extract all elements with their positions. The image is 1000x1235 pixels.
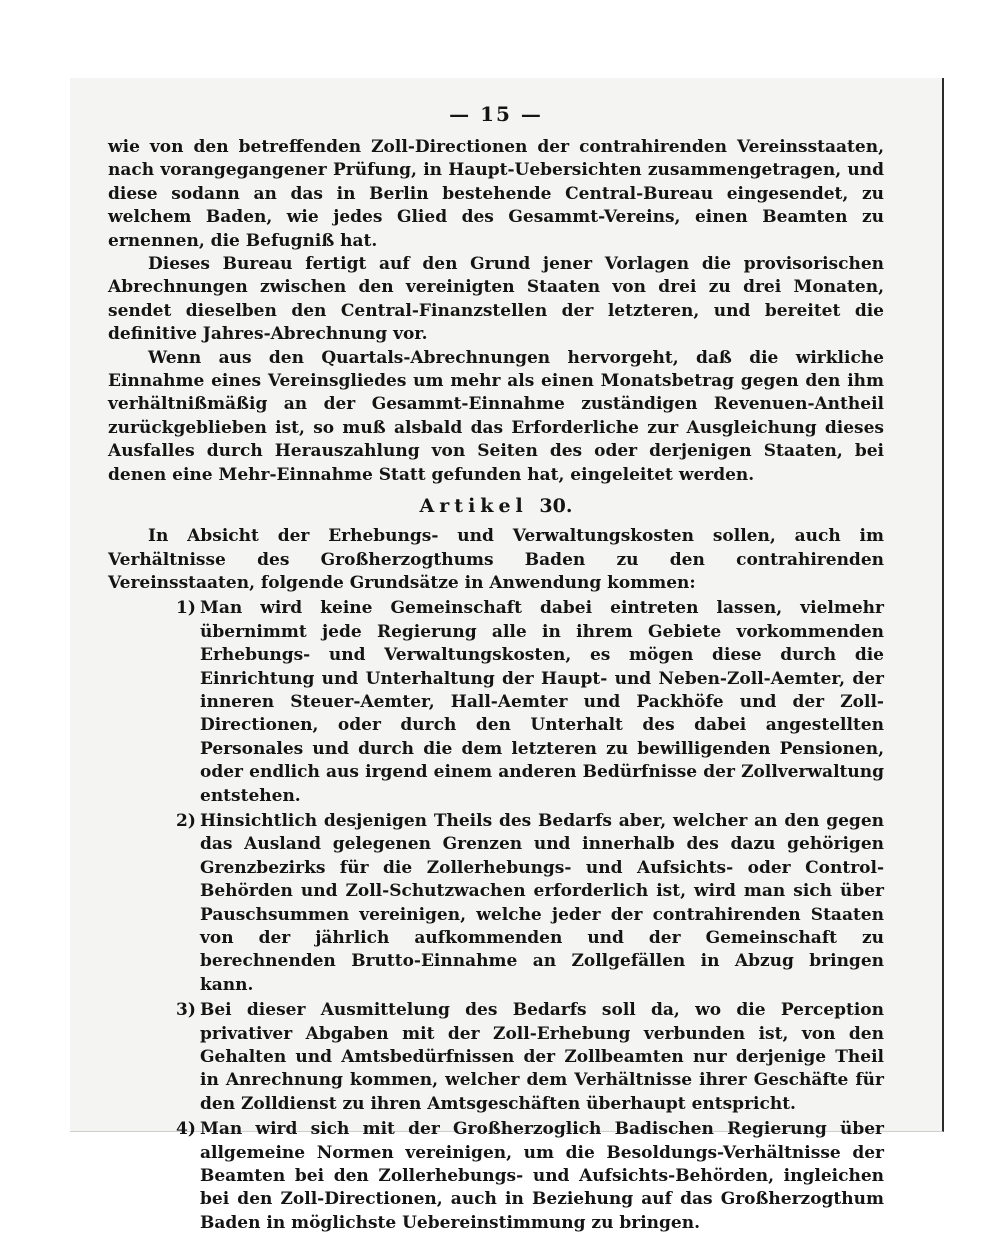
- page-number: — 15 —: [449, 102, 543, 126]
- list-number: 4): [176, 1119, 196, 1140]
- list-item-text: Hinsichtlich desjenigen Theils des Bedarfs aber, welcher an den gegen das Ausland gelegenen Grenzen und innerhalb des dazu gehörigen Grenzbezirks für die Zollerhebungs- und Aufsichts- oder Control-Behörden und Zoll-Schutzwachen erforderlich ist, wird man sich über Pauschsummen vereinigen, welche jeder der contrahirenden Staaten von der jährlich aufkommenden und der Gemeinschaft zu berechnenden Brutto-Einnahme an Zollgefällen in Abzug bringen kann.: [200, 810, 884, 995]
- page-text: [108, 100, 884, 1235]
- list-number: 1): [176, 598, 196, 619]
- paragraph-quarterly: Wenn aus den Quartals-Abrechnungen hervorgeht, daß die wirkliche Einnahme eines Vereinsgliedes um mehr als einen Monatsbetrag gegen den ihm verhältnißmäßig an der Gesammt-Einnahme zuständigen Revenuen-Antheil zurückgeblieben ist, so muß alsbald das Erforderliche zur Ausgleichung dieses Ausfalles durch Herauszahlung von Seiten des oder derjenigen Staaten, bei denen eine Mehr-Einnahme Statt gefunden hat, eingeleitet werden.: [108, 347, 884, 485]
- list-number: 3): [176, 1000, 196, 1021]
- article-number: 30.: [539, 495, 573, 518]
- list-item-text: Bei dieser Ausmittelung des Bedarfs soll da, wo die Perception privativer Abgaben mit der Zoll-Erhebung verbunden ist, von den Gehalten und Amtsbedürfnissen der Zollbeamten nur derjenige Theil in Anrechnung kommen, welcher dem Verhältnisse ihrer Geschäfte für den Zolldienst zu ihren Amtsgeschäften überhaupt entspricht.: [200, 1000, 884, 1114]
- list-item-text: Man wird sich mit der Großherzoglich Badischen Regierung über allgemeine Normen vereinigen, um die Besoldungs-Verhältnisse der Beamten bei den Zollerhebungs- und Aufsichts-Behörden, ingleichen bei den Zoll-Directionen, auch in Beziehung auf das Großherzogthum Baden in möglichste Uebereinstimmung zu bringen.: [200, 1119, 884, 1233]
- list-item-2: [108, 810, 884, 997]
- article-heading: [108, 491, 884, 521]
- list-item-3: [108, 999, 884, 1116]
- list-item-4: [108, 1118, 884, 1235]
- paragraph-continuation: wie von den betreffenden Zoll-Directionen der contrahirenden Vereinsstaaten, nach vorangegangener Prüfung, in Haupt-Uebersichten zusammengetragen, und diese sodann an das in Berlin bestehende Central-Bureau eingesendet, zu welchem Baden, wie jedes Glied des Gesammt-Vereins, einen Beamten zu ernennen, die Befugniß hat.: [108, 137, 884, 251]
- article-word: Artikel: [419, 495, 528, 518]
- article-intro: In Absicht der Erhebungs- und Verwaltungskosten sollen, auch im Verhältnisse des Großherzogthums Baden zu den contrahirenden Vereinsstaaten, folgende Grundsätze in Anwendung kommen:: [108, 526, 884, 593]
- paragraph-bureau: Dieses Bureau fertigt auf den Grund jener Vorlagen die provisorischen Abrechnungen zwischen den vereinigten Staaten von drei zu drei Monaten, sendet dieselben den Central-Finanzstellen der letzteren, und bereitet die definitive Jahres-Abrechnung vor.: [108, 254, 884, 345]
- list-item-1: [108, 597, 884, 808]
- list-item-text: Man wird keine Gemeinschaft dabei eintreten lassen, vielmehr übernimmt jede Regierung alle in ihrem Gebiete vorkommenden Erhebungs- und Verwaltungskosten, es mögen diese durch die Einrichtung und Unterhaltung der Haupt- und Neben-Zoll-Aemter, der inneren Steuer-Aemter, Hall-Aemter und Packhöfe und der Zoll-Directionen, oder durch den Unterhalt des dabei angestellten Personales und durch die dem letzteren zu bewilligenden Pensionen, oder endlich aus irgend einem anderen Bedürfnisse der Zollverwaltung entstehen.: [200, 598, 884, 806]
- list-number: 2): [176, 810, 196, 831]
